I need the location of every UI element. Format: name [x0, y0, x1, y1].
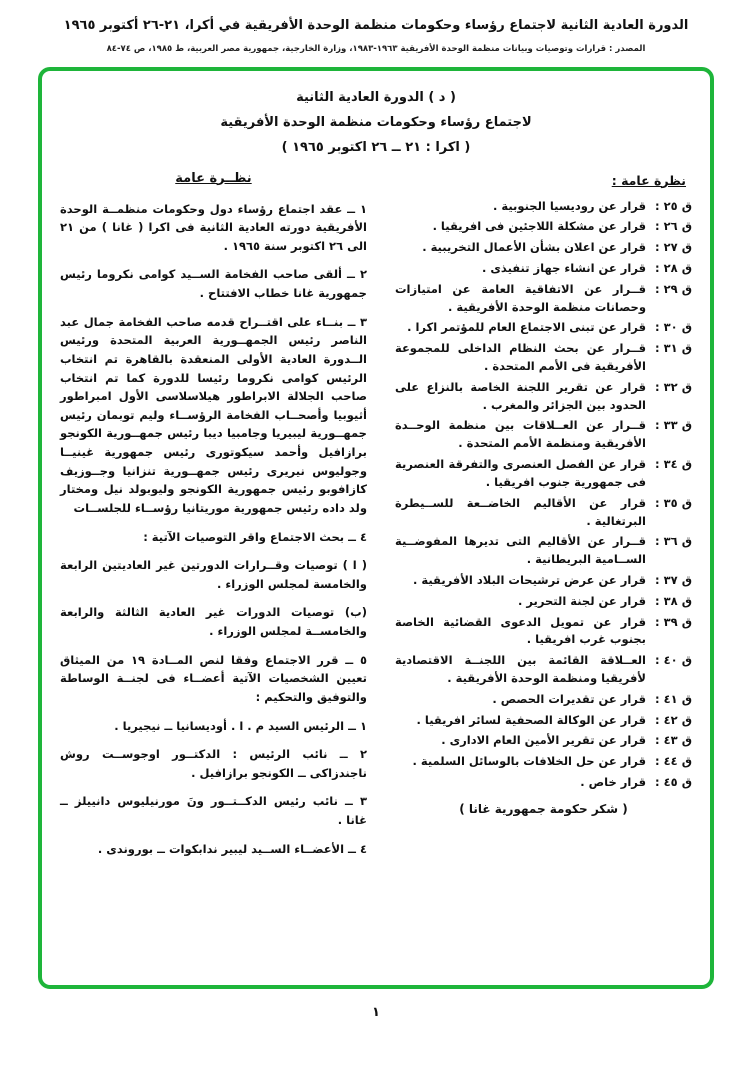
- resolution-item: [395, 572, 692, 590]
- resolution-title: قرار عن لجنة التحرير .: [518, 593, 646, 608]
- resolution-item: [395, 281, 692, 317]
- resolution-title: العــلاقة القائمة بين اللجنــة الاقتصادية لأفريقيا ومنظمة الوحدة الأفريقية .: [394, 653, 646, 686]
- resolution-number: ق ٤٥ :: [655, 775, 692, 790]
- overview-paragraph: ٣ ــ نائب رئيس الدكــتــور ونَ مورنيليوس دانييلز ــ غانا .: [60, 794, 367, 828]
- resolution-number: ق ٣٤ :: [655, 457, 692, 472]
- resolution-item: [395, 712, 692, 730]
- resolution-title: قرار عن الوكالة الصحفية لسائر افريقيا .: [416, 712, 646, 727]
- resolutions-list: [395, 198, 692, 792]
- resolution-item: [395, 652, 692, 688]
- resolution-item: [395, 753, 692, 771]
- overview-paragraphs: [60, 200, 367, 859]
- resolution-number: ق ٣٦ :: [655, 534, 692, 549]
- resolution-item: [395, 198, 692, 216]
- resolutions-column: [395, 171, 692, 869]
- resolution-title: قرار عن تمويل الدعوى القضائية الخاصة بجنوب غرب افريقيا .: [394, 614, 646, 647]
- resolution-title: قرار عن عرض ترشيحات البلاد الأفريقية .: [413, 572, 646, 587]
- resolution-item: [395, 614, 692, 650]
- resolution-item: [395, 533, 692, 569]
- resolution-title: قرار عن روديسيا الجنوبية .: [493, 198, 646, 213]
- resolution-title: قــرار عن الاتفاقية العامة عن امتيازات وحصانات منظمة الوحدة الأفريقية .: [394, 281, 646, 314]
- resolution-title: قــرار عن العــلاقات بين منظمة الوحــدة الأفريقية ومنظمة الأمم المتحدة .: [394, 418, 646, 451]
- resolution-number: ق ٣٩ :: [655, 614, 692, 629]
- resolution-number: ق ٢٧ :: [655, 240, 692, 255]
- overview-paragraph: ١ ــ عقد اجتماع رؤساء دول وحكومات منظمــة الوحدة الأفريقية دورته العادية الثانية فى اكرا ( غانا ) من ٢١ الى ٢٦ اكتوبر سنة ١٩٦٥ .: [60, 201, 367, 253]
- resolution-title: قرار عن حل الخلافات بالوسائل السلمية .: [412, 754, 646, 769]
- resolution-item: [395, 732, 692, 750]
- resolution-title: قرار عن انشاء جهاز تنفيذى .: [482, 260, 646, 275]
- two-column-layout: [60, 171, 692, 869]
- resolution-item: [395, 417, 692, 453]
- overview-paragraph: ( ا ) توصيات وقــرارات الدورتين غير العاديتين الرابعة والخامسة لمجلس الوزراء .: [60, 558, 367, 591]
- resolution-item: [395, 495, 692, 531]
- page-number: ١: [372, 1004, 380, 1020]
- overview-paragraph: ٢ ــ ألقى صاحب الفخامة الســيد كوامى نكروما رئيس جمهورية غانا خطاب الافتتاح .: [60, 267, 367, 301]
- session-title-line3: ( اكرا : ٢١ ــ ٢٦ اكتوبر ١٩٦٥ ): [281, 140, 471, 156]
- resolution-number: ق ٢٨ :: [655, 260, 692, 275]
- resolution-number: ق ٢٥ :: [655, 198, 692, 213]
- resolutions-footer: ( شكر حكومة جمهورية غانا ): [459, 801, 628, 816]
- resolution-item: [395, 218, 692, 236]
- resolution-number: ق ٤٤ :: [655, 754, 692, 769]
- resolution-title: قرار عن اعلان بشأن الأعمال التخريبية .: [422, 240, 646, 255]
- resolution-title: قرار عن تبنى الاجتماع العام للمؤتمر اكرا .: [407, 320, 646, 335]
- resolution-number: ق ٣٨ :: [655, 593, 692, 608]
- overview-paragraph: ٤ ــ الأعضــاء الســيد ليبير ندابكوات ــ بوروندى .: [97, 841, 367, 856]
- resolution-item: [395, 379, 692, 415]
- resolution-number: ق ٤٢ :: [655, 712, 692, 727]
- green-frame: [38, 67, 714, 989]
- resolution-item: [395, 691, 692, 709]
- overview-paragraph: ٥ ــ قرر الاجتماع وفقا لنص المــادة ١٩ من الميثاق تعيين الشخصيات الآتية أعضــاء فى لجنــة الوساطة والتوفيق والتحكيم :: [60, 652, 367, 704]
- overview-heading: نظــرة عامة: [175, 170, 252, 186]
- resolution-number: ق ٤٣ :: [655, 733, 692, 748]
- resolution-number: ق ٣١ :: [655, 341, 692, 356]
- session-title-line1: ( د ) الدورة العادية الثانية: [296, 89, 456, 105]
- resolution-title: قــرار عن بحث النظام الداخلى للمجموعة الأفريقية فى الأمم المتحدة .: [394, 341, 646, 374]
- overview-paragraph: (ب) توصيات الدورات غير العادية الثالثة والرابعة والخامســة لمجلس الوزراء .: [60, 605, 367, 639]
- session-title-line2: لاجتماع رؤساء وحكومات منظمة الوحدة الأفريقية: [220, 114, 532, 130]
- resolution-item: [395, 239, 692, 257]
- resolution-number: ق ٤٠ :: [655, 653, 692, 668]
- resolutions-heading: نظرة عامة :: [611, 172, 686, 188]
- resolution-title: قرار عن تقديرات الحصص .: [492, 691, 646, 706]
- resolution-number: ق ٣٠ :: [655, 320, 692, 335]
- document-title: الدورة العادية الثانية لاجتماع رؤساء وحكومات منظمة الوحدة الأفريقية في أكرا، ٢١-٢٦ أكتوبر ١٩٦٥: [63, 18, 689, 33]
- resolution-number: ق ٣٧ :: [655, 572, 692, 587]
- resolution-item: [395, 319, 692, 337]
- source-line: المصدر : قرارات وتوصيات وبيانات منظمة الوحدة الأفريقية ١٩٦٣-١٩٨٣، وزارة الخارجية، جمهورية مصر العربية، ط ١٩٨٥، ص ٧٤-٨٤: [106, 43, 646, 54]
- resolution-number: ق ٤١ :: [655, 691, 692, 706]
- resolution-title: قــرار عن الأقاليم التى تديرها المفوضــية الســامية البريطانية .: [394, 534, 646, 567]
- resolution-item: [395, 260, 692, 278]
- resolution-number: ق ٢٩ :: [655, 281, 692, 296]
- resolution-title: قرار عن مشكلة اللاجئين فى افريقيا .: [432, 219, 646, 234]
- resolution-item: [395, 456, 692, 492]
- overview-paragraph: ١ ــ الرئيس السيد م . ا . أوديسانيا ــ نيجيريا .: [114, 718, 367, 733]
- overview-column: [60, 171, 367, 869]
- overview-paragraph: ٤ ــ بحث الاجتماع واقر التوصيات الآتية :: [143, 529, 367, 544]
- resolution-item: [395, 774, 692, 792]
- resolution-number: ق ٣٥ :: [655, 495, 692, 510]
- resolution-number: ق ٣٢ :: [655, 379, 692, 394]
- resolution-item: [395, 340, 692, 376]
- overview-paragraph: ٣ ــ بنــاء على اقتــراح قدمه صاحب الفخامة جمال عبد الناصر رئيس الجمهــورية العربية المتحدة ورئيس الــدورة العادية الأولى المنعقدة بالقاهرة تم انتخاب الرئيس كوامى نكروما رئيسا للدورة كما تم انتخاب صاحب الجلالة الابراطور هيلاسلاسى الأول امبراطور أثيوبيا وأصحــاب الفخامة الرؤســاء وليم توبمان رئيس جمهــورية ليبيريا وجامبيا ديبا رئيس جمهــورية الكونجو برازافيل وأحمد سيكوتورى رئيس جمهورية غينيــا وجوليوس نيريرى رئيس جمهــورية تنزانيا وجــوزيف كازافوبو رئيس جمهورية الكونجو وليوبولد نيل ومختار ولد داده رئيس جمهورية موريتانيا رؤســاء للجلســات: [60, 314, 367, 515]
- resolution-title: قرار عن الفصل العنصرى والتفرقة العنصرية فى جمهورية جنوب افريقيا .: [394, 457, 646, 489]
- overview-paragraph: ٢ ــ نائب الرئيس : الدكتــور اوجوســت روش ناجندزاكى ــ الكونجو برازافيل .: [60, 747, 367, 780]
- resolution-title: قرار عن تقرير اللجنة الخاصة بالنزاع على الحدود بين الجزائر والمغرب .: [394, 379, 646, 412]
- resolution-item: [395, 593, 692, 611]
- resolution-number: ق ٣٣ :: [655, 418, 692, 433]
- resolution-title: قرار عن تقرير الأمين العام الادارى .: [441, 733, 646, 748]
- resolution-title: قرار خاص .: [580, 775, 646, 790]
- resolution-title: قرار عن الأقاليم الخاضــعة للســيطرة البرتغالية .: [394, 495, 646, 528]
- resolution-number: ق ٢٦ :: [655, 219, 692, 234]
